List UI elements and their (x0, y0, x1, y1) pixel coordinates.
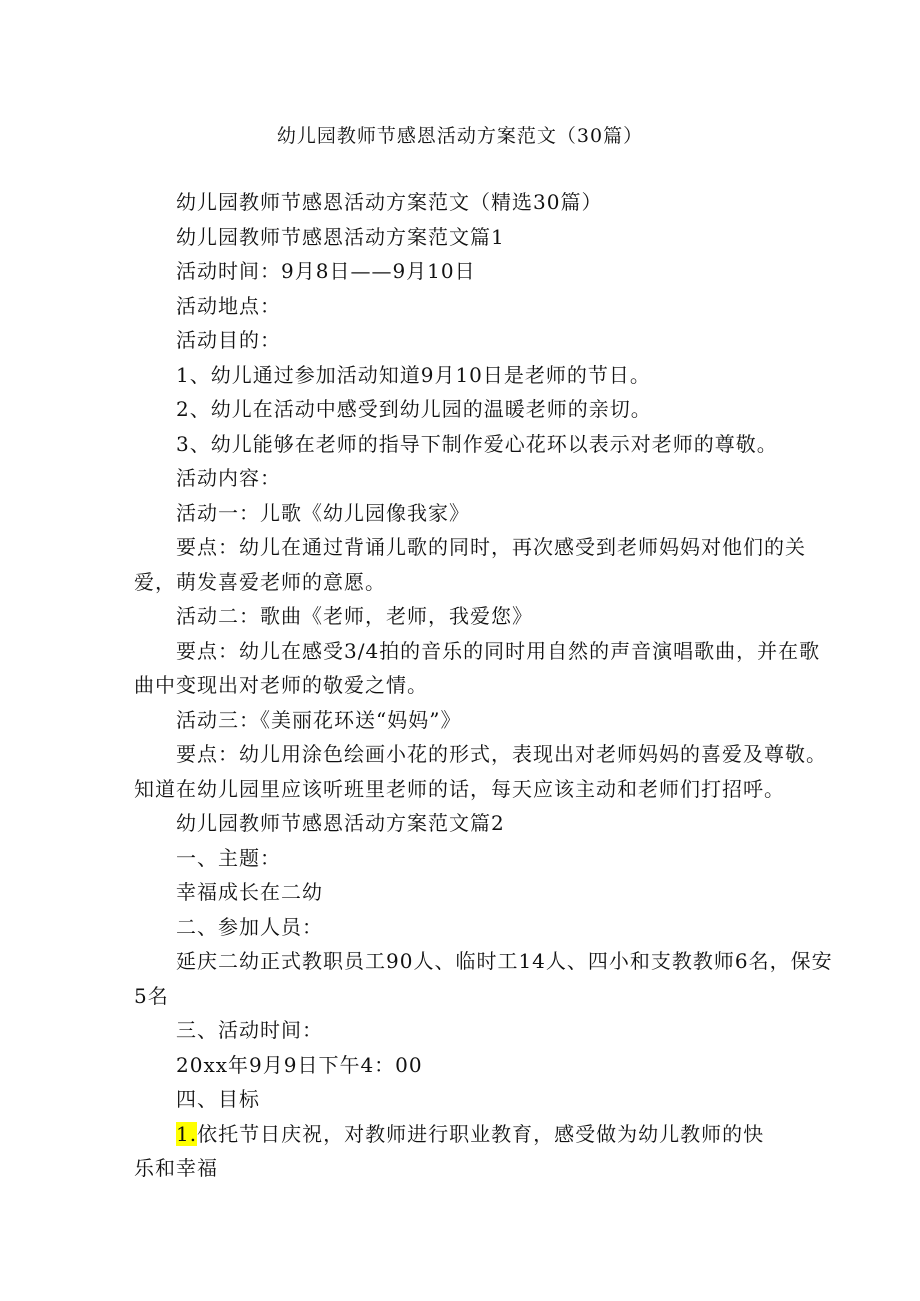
text-line: 20xx年9月9日下午4：00 (176, 1053, 423, 1077)
text-line: 活动时间：9月8日——9月10日 (176, 259, 476, 283)
text-line: 知道在幼儿园里应该听班里老师的话，每天应该主动和老师们打招呼。 (134, 777, 785, 801)
text-line: 5名 (134, 984, 169, 1008)
highlighted-number: 1. (176, 1122, 198, 1146)
text-line: 活动一：儿歌《幼儿园像我家》 (176, 501, 470, 525)
text-line: 幸福成长在二幼 (176, 880, 323, 904)
text-line: 乐和幸福 (134, 1156, 218, 1180)
text-line (176, 1118, 764, 1147)
text-line: 延庆二幼正式教职员工90人、临时工14人、四小和支教教师6名，保安 (176, 949, 833, 973)
text-line: 1、幼儿通过参加活动知道9月10日是老师的节日。 (176, 363, 651, 387)
text-line: 幼儿园教师节感恩活动方案范文篇1 (176, 225, 505, 249)
text-line: 活动二：歌曲《老师，老师，我爱您》 (176, 604, 533, 628)
text-line: 活动三：《美丽花环送“妈妈”》 (176, 708, 462, 732)
text-line: 四、目标 (176, 1087, 260, 1111)
text-span: 依托节日庆祝，对教师进行职业教育，感受做为幼儿教师的快 (197, 1122, 765, 1146)
text-line: 幼儿园教师节感恩活动方案范文（精选30篇） (176, 190, 603, 214)
text-line: 2、幼儿在活动中感受到幼儿园的温暖老师的亲切。 (176, 397, 652, 421)
text-line: 3、幼儿能够在老师的指导下制作爱心花环以表示对老师的尊敬。 (176, 432, 778, 456)
text-line: 三、活动时间： (176, 1018, 323, 1042)
text-line: 一、主题： (176, 846, 281, 870)
text-line: 要点：幼儿在通过背诵儿歌的同时，再次感受到老师妈妈对他们的关 (176, 535, 806, 559)
text-line: 幼儿园教师节感恩活动方案范文篇2 (176, 811, 505, 835)
text-line: 二、参加人员： (176, 915, 323, 939)
text-line: 活动地点： (176, 294, 281, 318)
text-line: 曲中变现出对老师的敬爱之情。 (134, 673, 428, 697)
text-line: 爱，萌发喜爱老师的意愿。 (134, 570, 386, 594)
text-line: 活动内容： (176, 466, 281, 490)
document-title: 幼儿园教师节感恩活动方案范文（30篇） (276, 125, 644, 147)
text-line: 要点：幼儿在感受3/4拍的音乐的同时用自然的声音演唱歌曲，并在歌 (176, 639, 821, 663)
text-line: 活动目的： (176, 328, 281, 352)
text-line: 要点：幼儿用涂色绘画小花的形式，表现出对老师妈妈的喜爱及尊敬。 (176, 742, 827, 766)
